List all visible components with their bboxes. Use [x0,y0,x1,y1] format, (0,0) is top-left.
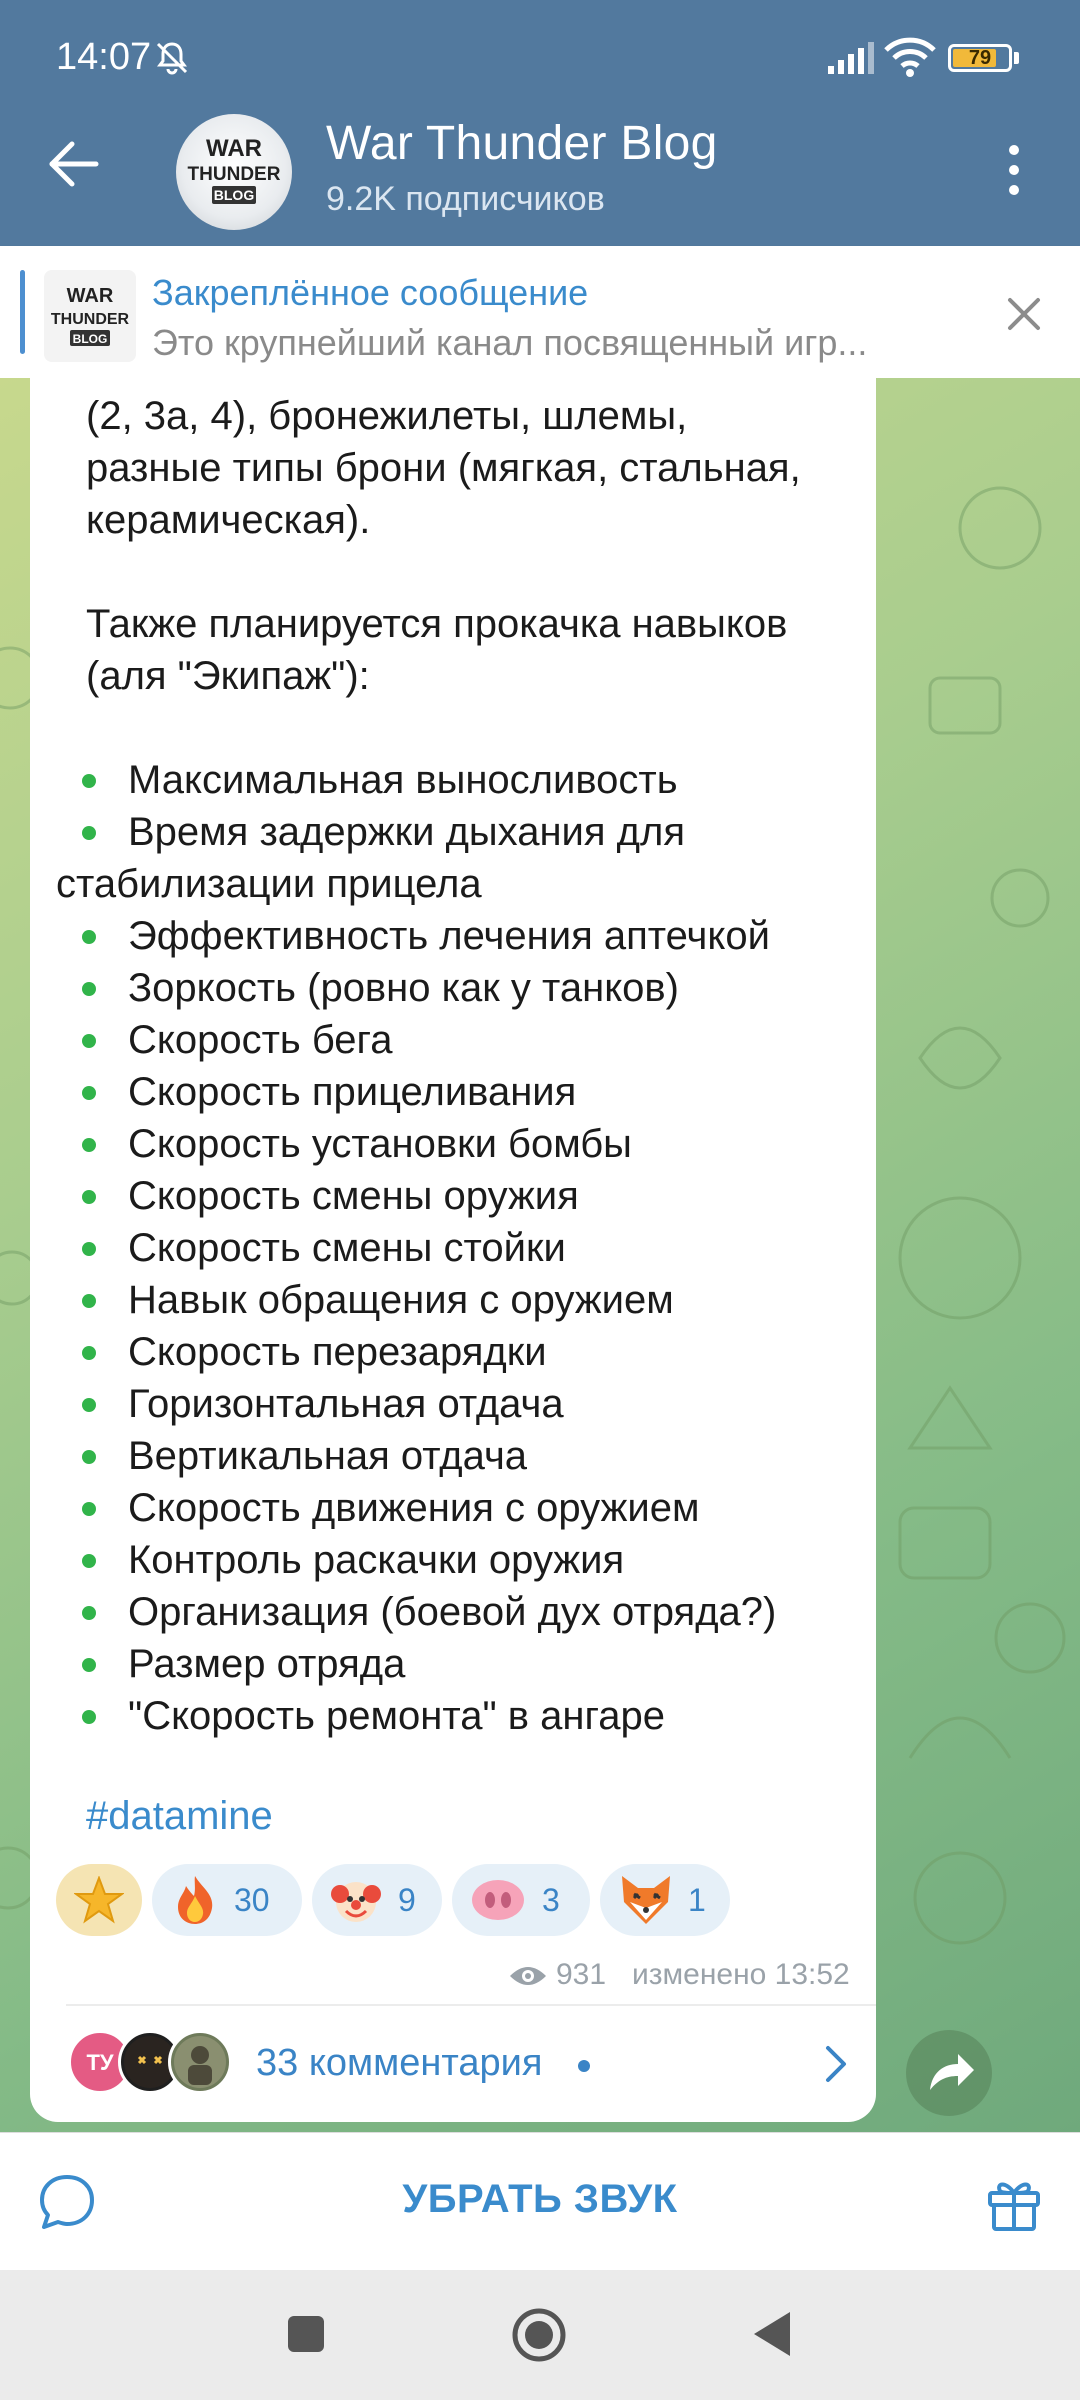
skills-intro-line-1: Также планируется прокачка навыков [86,602,788,646]
list-item: Скорость смены оружия [128,1174,579,1218]
post-line-3: керамическая). [86,498,371,542]
star-icon [74,1876,124,1924]
list-bullet [82,1086,96,1100]
pinned-logo [44,270,136,362]
chat-background [0,378,1080,2132]
list-item: Навык обращения с оружием [128,1278,674,1322]
war-thunder-logo [176,114,292,230]
reaction-fire[interactable] [152,1864,302,1936]
battery-cap [1014,52,1019,64]
logo-line1: WAR [206,135,262,162]
reaction-star[interactable] [56,1864,142,1936]
fire-icon [172,1874,218,1926]
skills-intro-line-2: (аля "Экипаж"): [86,654,370,698]
signal-icon [826,40,876,76]
status-time: 14:07 [56,36,152,78]
bell-muted-icon [152,38,192,78]
reaction-fire-count: 30 [234,1882,270,1918]
reaction-pig-count: 3 [542,1882,560,1918]
list-item: Скорость смены стойки [128,1226,566,1270]
eye-icon [508,1962,548,1990]
battery-level: 79 [968,47,992,69]
fox-icon [616,1872,676,1928]
battery-icon [948,44,1012,72]
list-bullet [82,930,96,944]
close-icon[interactable] [996,286,1052,342]
list-item: Максимальная выносливость [128,758,678,802]
pinned-message-bar[interactable] [0,246,1080,378]
list-bullet [82,1710,96,1724]
pinned-thumbnail [44,270,136,362]
commenter-avatar-3 [168,2030,232,2094]
list-item: Скорость бега [128,1018,393,1062]
list-bullet [82,1242,96,1256]
list-item: "Скорость ремонта" в ангаре [128,1694,665,1738]
hashtag-link[interactable]: #datamine [86,1794,273,1838]
list-bullet [82,1190,96,1204]
list-bullet [82,1606,96,1620]
pinned-title: Закреплённое сообщение [152,272,589,313]
share-button[interactable] [906,2030,992,2116]
pinned-logo-line3: BLOG [72,332,108,346]
list-item: Скорость движения с оружием [128,1486,700,1530]
comments-divider [66,2004,876,2006]
commenter-initials: ТУ [86,2050,114,2075]
pig-nose-icon [470,1878,526,1922]
logo-line2: THUNDER [187,164,281,185]
reaction-pig-nose[interactable] [452,1864,590,1936]
channel-title[interactable]: War Thunder Blog [326,117,718,170]
post-bubble [30,378,876,2122]
system-nav-bar [0,2270,1080,2400]
list-bullet [82,1502,96,1516]
more-vertical-icon[interactable] [996,140,1032,200]
list-item: Время задержки дыхания для [128,810,686,854]
list-bullet [82,1658,96,1672]
list-bullet [82,774,96,788]
clown-icon [330,1874,382,1926]
mute-button[interactable]: УБРАТЬ ЗВУК [402,2177,678,2221]
list-item: Скорость прицеливания [128,1070,577,1114]
reaction-clown[interactable] [312,1864,442,1936]
list-item: Эффективность лечения аптечкой [128,914,770,958]
list-item: Зоркость (ровно как у танков) [128,966,679,1010]
list-bullet [82,826,96,840]
pinned-indicator [20,270,25,354]
list-bullet [82,1398,96,1412]
list-item: Скорость перезарядки [128,1330,547,1374]
list-bullet [82,1138,96,1152]
list-bullet [82,982,96,996]
top-bar [0,0,1080,246]
bottom-action-bar [0,2132,1080,2271]
list-bullet [82,1346,96,1360]
gift-icon[interactable] [982,2171,1046,2235]
pinned-logo-line2: THUNDER [50,311,130,328]
commenter-avatar-3-art [171,2033,229,2091]
list-item: Размер отряда [128,1642,406,1686]
logo-line3: BLOG [213,187,255,203]
subscriber-count: 9.2K подписчиков [326,180,605,218]
edited-timestamp: изменено 13:52 [632,1958,850,1991]
pinned-logo-line1: WAR [66,285,114,307]
share-arrow-icon [906,2030,992,2116]
reaction-clown-count: 9 [398,1882,416,1918]
comments-link[interactable]: 33 комментария [256,2042,543,2084]
back-triangle-icon[interactable] [750,2310,794,2358]
list-item-continuation: стабилизации прицела [56,862,482,906]
discussion-icon[interactable] [34,2169,100,2235]
list-item: Вертикальная отдача [128,1434,528,1478]
wifi-icon [884,36,936,78]
list-bullet [82,1294,96,1308]
list-item: Горизонтальная отдача [128,1382,564,1426]
list-bullet [82,1554,96,1568]
list-item: Организация (боевой дух отряда?) [128,1590,777,1634]
list-item: Контроль раскачки оружия [128,1538,625,1582]
post-line-2: разные типы брони (мягкая, стальная, [86,446,801,490]
list-item: Скорость установки бомбы [128,1122,632,1166]
list-bullet [82,1034,96,1048]
recents-icon[interactable] [286,2314,326,2354]
home-icon[interactable] [510,2306,568,2364]
reaction-fox[interactable] [600,1864,730,1936]
post-line-1: (2, 3а, 4), бронежилеты, шлемы, [86,394,688,438]
new-comments-dot [578,2060,590,2072]
channel-avatar[interactable] [176,114,292,230]
back-arrow-icon[interactable] [44,134,104,194]
pinned-preview-text: Это крупнейший канал посвященный игр... [152,322,868,363]
chevron-right-icon[interactable] [818,2042,854,2086]
list-bullet [82,1450,96,1464]
reaction-fox-count: 1 [688,1882,706,1918]
view-count: 931 [556,1958,607,1991]
